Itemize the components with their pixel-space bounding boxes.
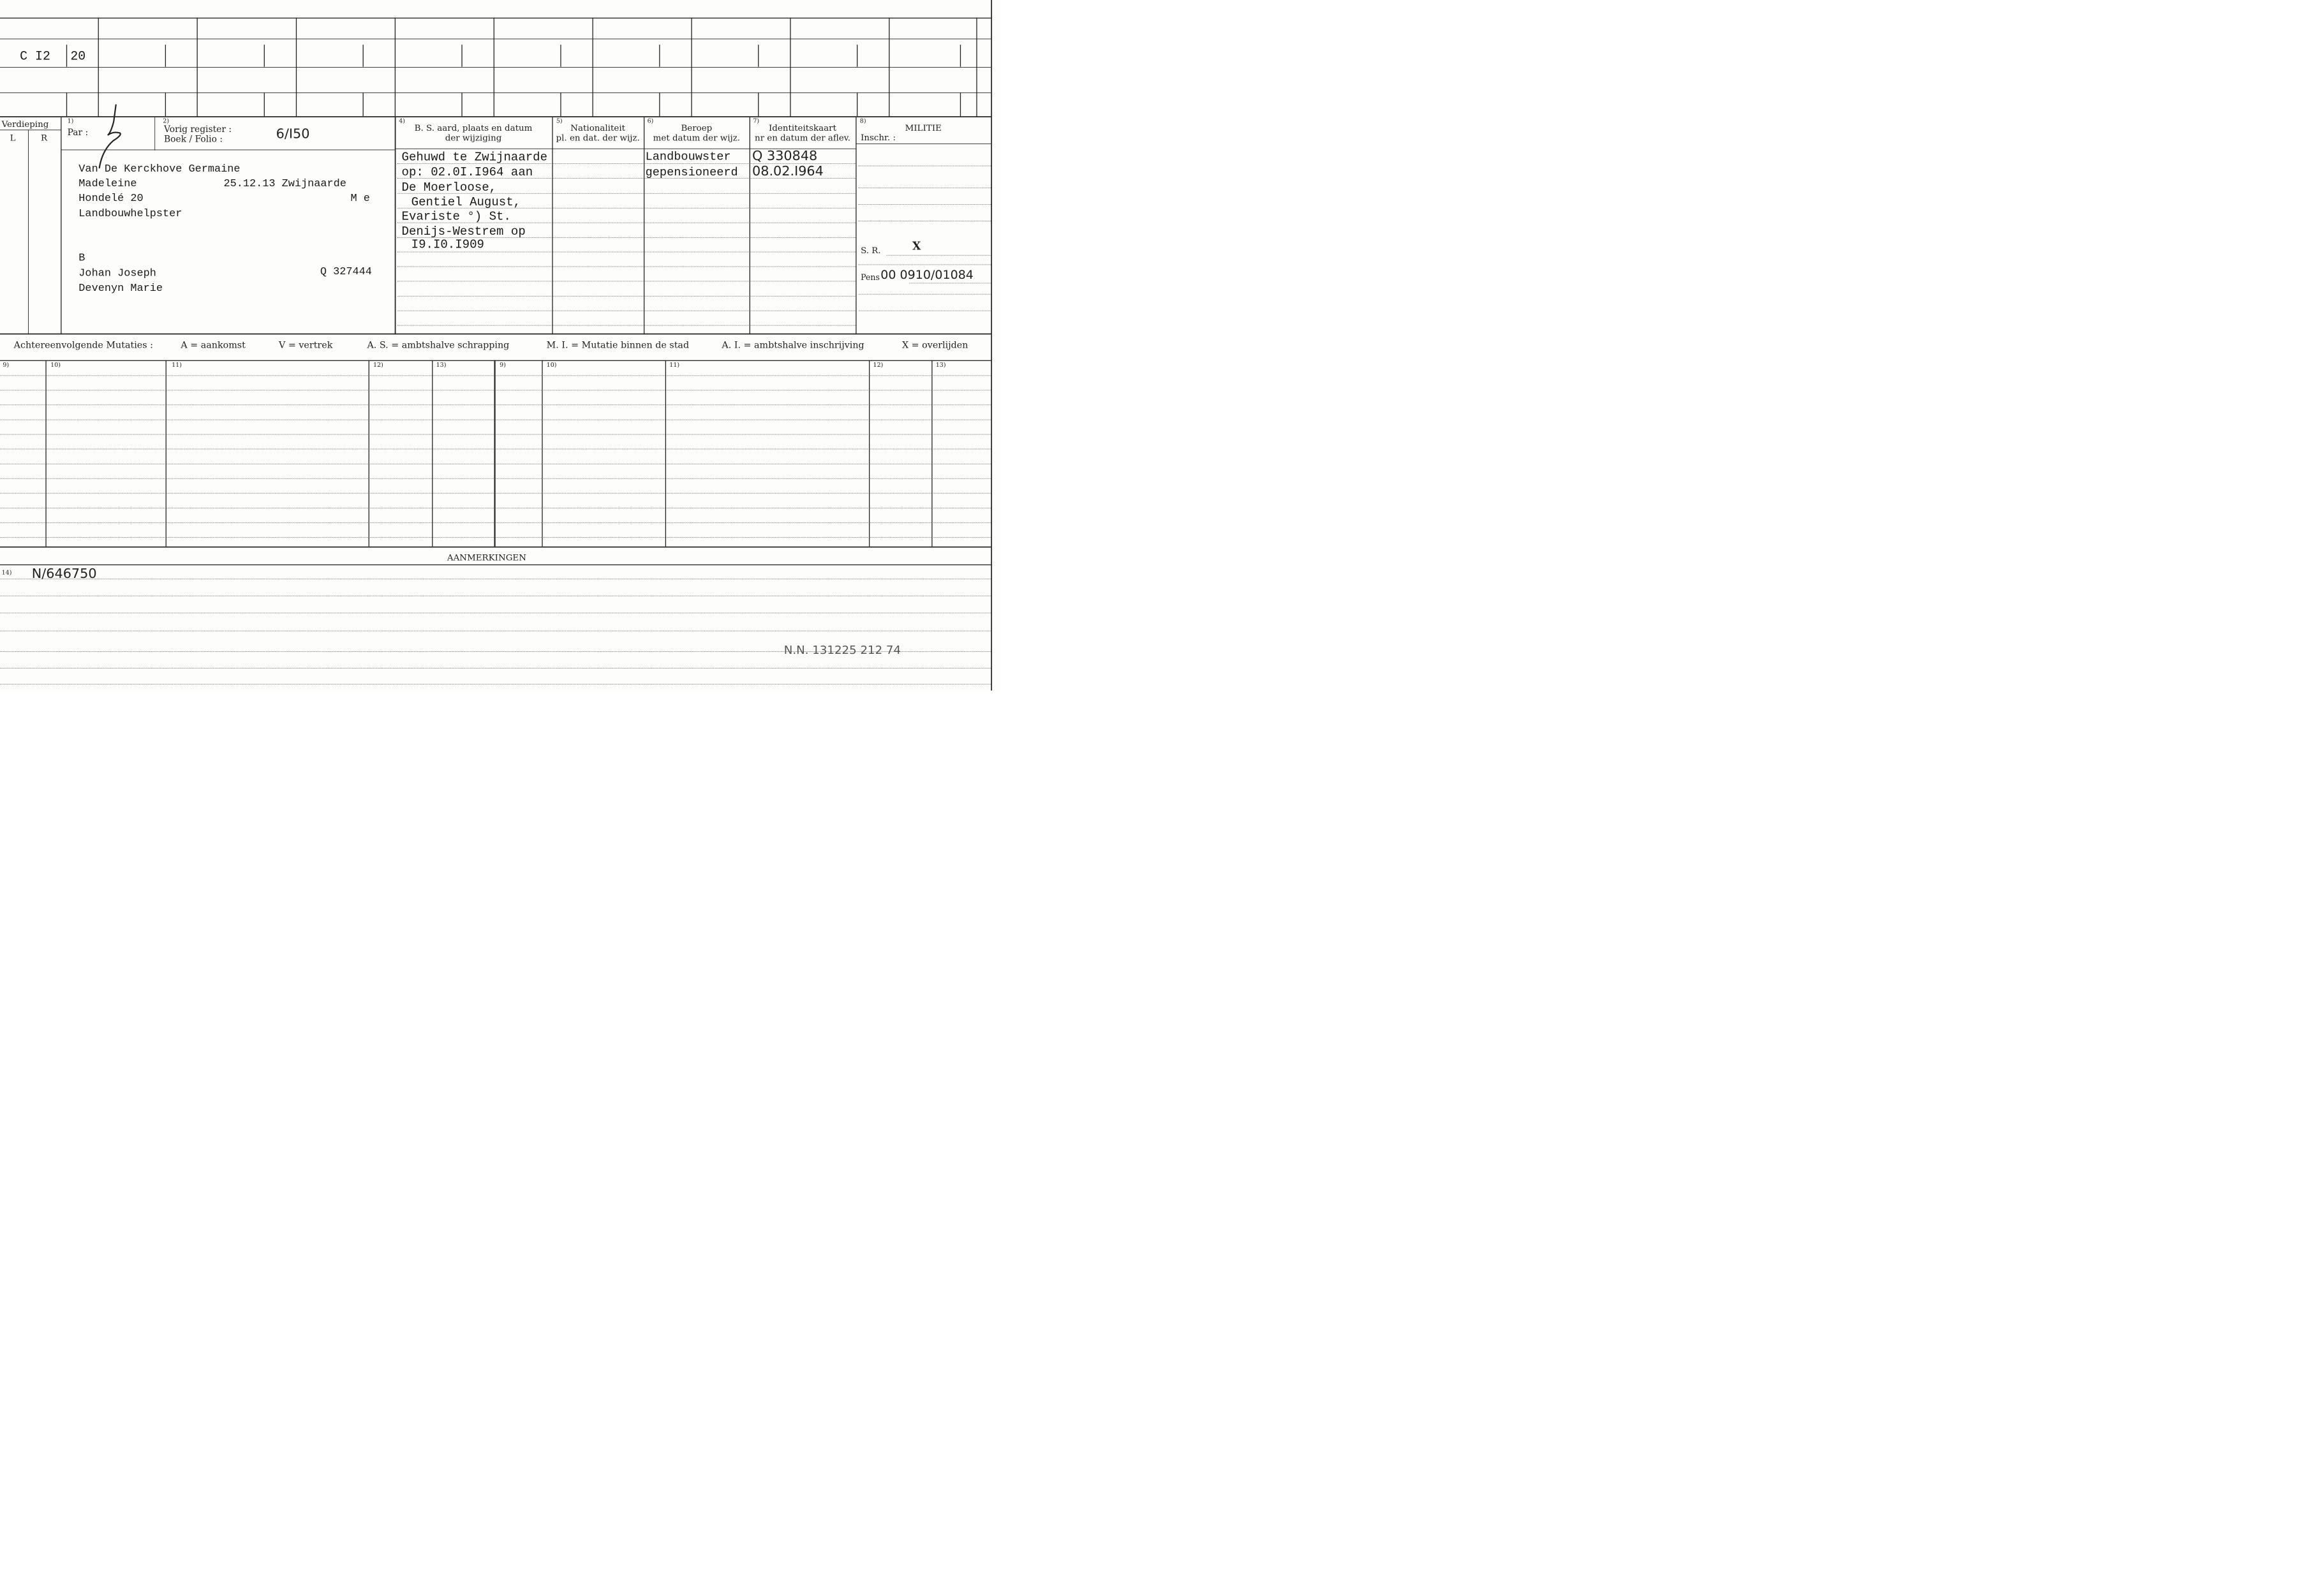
- registration-card: [0, 0, 1000, 691]
- bs-label-2: der wijziging: [445, 133, 502, 144]
- par-label: Par :: [67, 127, 89, 138]
- column-number: 10): [546, 361, 557, 369]
- bs-entry: Evariste °) St.: [401, 209, 511, 224]
- bs-entry: op: 02.0I.I964 aan: [401, 165, 533, 180]
- id-card-number: Q 330848: [752, 147, 818, 164]
- person-birth: 25.12.13 Zwijnaarde: [223, 177, 346, 190]
- bs-number: 4): [399, 117, 405, 125]
- legend-ai: A. I. = ambtshalve inschrijving: [722, 339, 864, 351]
- pens-label: Pens: [861, 272, 880, 283]
- column-number: 9): [500, 361, 506, 369]
- nat-label-1: Nationaliteit: [570, 122, 626, 133]
- beroep-entry: gepensioneerd: [645, 165, 738, 179]
- column-number: 10): [50, 361, 61, 369]
- id-number: 7): [753, 117, 760, 125]
- beroep-label-2: met datum der wijz.: [653, 133, 741, 144]
- column-number: 12): [373, 361, 383, 369]
- grid-cell-main: C I2: [20, 49, 50, 64]
- person-address: Hondelé 20: [78, 192, 144, 205]
- column-number: 12): [873, 361, 884, 369]
- inschr-label: Inschr. :: [861, 132, 896, 143]
- beroep-number: 6): [647, 117, 654, 125]
- legend-x: X = overlijden: [901, 339, 968, 351]
- person-first-name: Madeleine: [78, 177, 137, 190]
- grid-cell-number: 20: [70, 49, 86, 64]
- national-number: N.N. 131225 212 74: [783, 643, 901, 657]
- bs-entry: I9.I0.I909: [411, 237, 484, 252]
- legend-mi: M. I. = Mutatie binnen de stad: [546, 339, 690, 351]
- id-label-1: Identiteitskaart: [769, 122, 836, 133]
- vorig-number: 2): [163, 117, 170, 125]
- person-name: Van De Kerckhove Germaine: [78, 163, 241, 175]
- verdieping-l: L: [10, 133, 16, 144]
- remarks-section: [0, 0, 1000, 691]
- sr-label: S. R.: [861, 246, 881, 256]
- nat-label-2: pl. en dat. der wijz.: [556, 133, 640, 144]
- beroep-label-1: Beroep: [681, 122, 713, 133]
- legend-as: A. S. = ambtshalve schrapping: [367, 339, 510, 351]
- column-number: 11): [172, 361, 182, 369]
- militie-label: MILITIE: [905, 122, 942, 133]
- id-card-date: 08.02.I964: [752, 163, 824, 179]
- bs-entry: Gentiel August,: [411, 195, 521, 209]
- remarks-title: AANMERKINGEN: [447, 552, 526, 563]
- bs-entry: Denijs-Westrem op: [401, 225, 526, 239]
- column-number: 9): [3, 361, 10, 369]
- remarks-number: 14): [1, 569, 12, 576]
- verdieping-label: Verdieping: [1, 119, 49, 129]
- person-mark: M e: [350, 192, 370, 205]
- father-id: Q 327444: [320, 265, 372, 278]
- beroep-entry: Landbouwster: [645, 149, 731, 164]
- pens-value: 00 0910/01084: [880, 267, 974, 282]
- person-occupation: Landbouwhelpster: [78, 207, 182, 220]
- mother-name: Devenyn Marie: [78, 282, 163, 295]
- right-edge-rule: [991, 0, 992, 691]
- column-number: 11): [669, 361, 680, 369]
- person-b-label: B: [78, 251, 85, 264]
- sr-value: X: [912, 239, 921, 253]
- legend-v: V = vertrek: [278, 339, 333, 351]
- bs-label-1: B. S. aard, plaats en datum: [414, 122, 533, 133]
- boek-folio-value: 6/I50: [276, 126, 310, 142]
- boek-folio-label: Boek / Folio :: [164, 133, 223, 144]
- nat-number: 5): [556, 117, 563, 125]
- legend-a: A = aankomst: [181, 339, 246, 351]
- par-number: 1): [67, 117, 74, 125]
- vorig-register-label: Vorig register :: [164, 123, 232, 135]
- militie-number: 8): [859, 117, 866, 125]
- id-label-2: nr en datum der aflev.: [754, 133, 851, 144]
- father-name: Johan Joseph: [78, 267, 156, 279]
- column-number: 13): [436, 361, 447, 369]
- remarks-value: N/646750: [31, 565, 97, 582]
- bs-entry: Gehuwd te Zwijnaarde: [401, 150, 548, 165]
- column-number: 13): [935, 361, 946, 369]
- verdieping-r: R: [41, 133, 48, 144]
- bs-entry: De Moerloose,: [401, 181, 497, 195]
- legend-title: Achtereenvolgende Mutaties :: [13, 339, 153, 351]
